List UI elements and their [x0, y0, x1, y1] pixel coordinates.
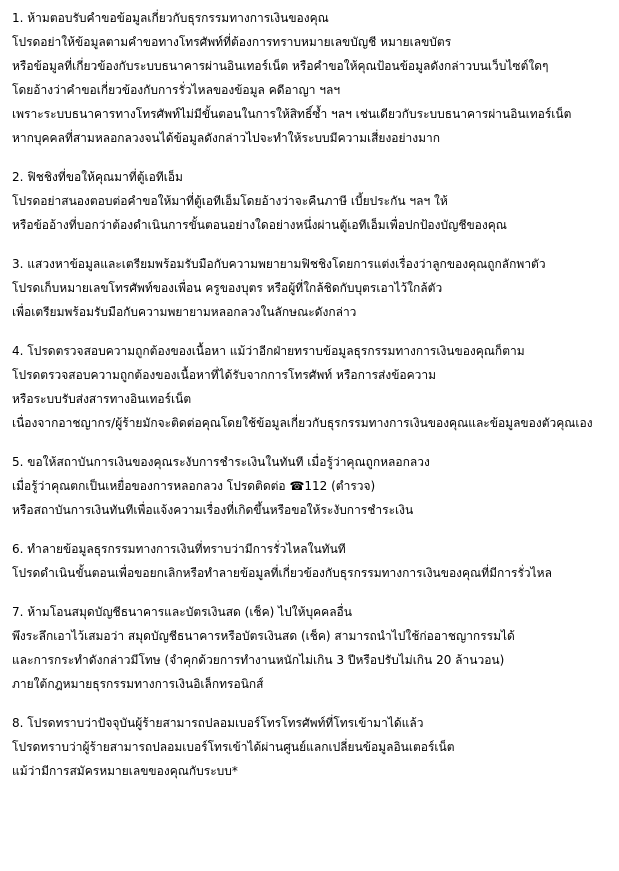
notice-section-2 — [12, 165, 607, 237]
section-heading: 4. โปรดตรวจสอบความถูกต้องของเนื้อหา แม้ว่าอีกฝ่ายทราบข้อมูลธุรกรรมทางการเงินของคุณก็ตาม — [12, 344, 525, 358]
notice-section-3 — [12, 252, 607, 324]
section-heading: 8. โปรดทราบว่าปัจจุบันผู้ร้ายสามารถปลอมเบอร์โทรโทรศัพท์ที่โทรเข้ามาได้แล้ว — [12, 716, 424, 730]
section-spacer — [12, 585, 607, 600]
section-spacer — [12, 522, 607, 537]
section-spacer — [12, 324, 607, 339]
section-text-line: โดยอ้างว่าคำขอเกี่ยวข้องกับการรั่วไหลของข้อมูล คดีอาญา ฯลฯ — [12, 83, 341, 97]
notice-section-7 — [12, 600, 607, 696]
section-heading: 6. ทำลายข้อมูลธุรกรรมทางการเงินที่ทราบว่ามีการรั่วไหลในทันที — [12, 542, 346, 556]
section-heading: 7. ห้ามโอนสมุดบัญชีธนาคารและบัตรเงินสด (เช็ค) ไปให้บุคคลอื่น — [12, 605, 352, 619]
notice-section-1 — [12, 6, 607, 150]
section-heading: 5. ขอให้สถาบันการเงินของคุณระงับการชำระเงินในทันที เมื่อรู้ว่าคุณถูกหลอกลวง — [12, 455, 430, 469]
section-text-line: แม้ว่ามีการสมัครหมายเลขของคุณกับระบบ* — [12, 764, 238, 778]
section-text-line: หากบุคคลที่สามหลอกลวงจนได้ข้อมูลดังกล่าวไปจะทำให้ระบบมีความเสี่ยงอย่างมาก — [12, 131, 441, 145]
section-spacer — [12, 237, 607, 252]
notice-section-8 — [12, 711, 607, 783]
section-spacer — [12, 435, 607, 450]
section-spacer — [12, 150, 607, 165]
section-spacer — [12, 696, 607, 711]
section-text-line: โปรดทราบว่าผู้ร้ายสามารถปลอมเบอร์โทรเข้าได้ผ่านศูนย์แลกเปลี่ยนข้อมูลอินเตอร์เน็ต — [12, 740, 455, 754]
section-text-line: เนื่องจากอาชญากร/ผู้ร้ายมักจะติดต่อคุณโดยใช้ข้อมูลเกี่ยวกับธุรกรรมทางการเงินของคุณและข้อมูลของตัวคุณเอง — [12, 416, 593, 430]
section-text-line: โปรดดำเนินขั้นตอนเพื่อขอยกเลิกหรือทำลายข้อมูลที่เกี่ยวข้องกับธุรกรรมทางการเงินของคุณที่มีการรั่วไหล — [12, 566, 552, 580]
section-text-line: หรือสถาบันการเงินทันทีเพื่อแจ้งความเรื่องที่เกิดขึ้นหรือขอให้ระงับการชำระเงิน — [12, 503, 414, 517]
section-heading: 2. ฟิชชิงที่ขอให้คุณมาที่ตู้เอทีเอ็ม — [12, 170, 183, 184]
section-heading: 3. แสวงหาข้อมูลและเตรียมพร้อมรับมือกับความพยายามฟิชชิงโดยการแต่งเรื่องว่าลูกของคุณถูกลักพาตัว — [12, 257, 546, 271]
section-heading: 1. ห้ามตอบรับคำขอข้อมูลเกี่ยวกับธุรกรรมทางการเงินของคุณ — [12, 11, 329, 25]
notice-section-4 — [12, 339, 607, 435]
section-text-line: พึงระลึกเอาไว้เสมอว่า สมุดบัญชีธนาคารหรือบัตรเงินสด (เช็ค) สามารถนำไปใช้ก่ออาชญากรรมได้ — [12, 629, 515, 643]
section-text-line: โปรดเก็บหมายเลขโทรศัพท์ของเพื่อน ครูของบุตร หรือผู้ที่ใกล้ชิดกับบุตรเอาไว้ใกล้ตัว — [12, 281, 443, 295]
section-text-line: โปรดอย่าสนองตอบต่อคำขอให้มาที่ตู้เอทีเอ็มโดยอ้างว่าจะคืนภาษี เบี้ยประกัน ฯลฯ ให้ — [12, 194, 448, 208]
section-text-line: ภายใต้กฎหมายธุรกรรมทางการเงินอิเล็กทรอนิกส์ — [12, 677, 264, 691]
section-text-line: หรือระบบรับส่งสารทางอินเทอร์เน็ต — [12, 392, 192, 406]
section-text-line: และการกระทำดังกล่าวมีโทษ (จำคุกด้วยการทำงานหนักไม่เกิน 3 ปีหรือปรับไม่เกิน 20 ล้านวอน) — [12, 653, 505, 667]
section-text-line: โปรดตรวจสอบความถูกต้องของเนื้อหาที่ได้รับจากการโทรศัพท์ หรือการส่งข้อความ — [12, 368, 437, 382]
notice-section-5 — [12, 450, 607, 522]
section-text-line: หรือข้อมูลที่เกี่ยวข้องกับระบบธนาคารผ่านอินเทอร์เน็ต หรือคำขอให้คุณป้อนข้อมูลดังกล่าวบนเว็บไซต์ใดๆ — [12, 59, 549, 73]
section-text-line-with-phone-icon: เมื่อรู้ว่าคุณตกเป็นเหยื่อของการหลอกลวง โปรดติดต่อ ☎112 (ตำรวจ) — [12, 479, 376, 493]
section-text-line: โปรดอย่าให้ข้อมูลตามคำขอทางโทรศัพท์ที่ต้องการทราบหมายเลขบัญชี หมายเลขบัตร — [12, 35, 452, 49]
section-text-line: เพราะระบบธนาคารทางโทรศัพท์ไม่มีขั้นตอนในการให้สิทธิ์ซ้ำ ฯลฯ เช่นเดียวกับระบบธนาคารผ่านอินเทอร์เน็ต — [12, 107, 572, 121]
section-text-line: เพื่อเตรียมพร้อมรับมือกับความพยายามหลอกลวงในลักษณะดังกล่าว — [12, 305, 357, 319]
section-text-line: หรือข้ออ้างที่บอกว่าต้องดำเนินการขั้นตอนอย่างใดอย่างหนึ่งผ่านตู้เอทีเอ็มเพื่อปกป้องบัญชีของคุณ — [12, 218, 507, 232]
notice-section-6 — [12, 537, 607, 585]
